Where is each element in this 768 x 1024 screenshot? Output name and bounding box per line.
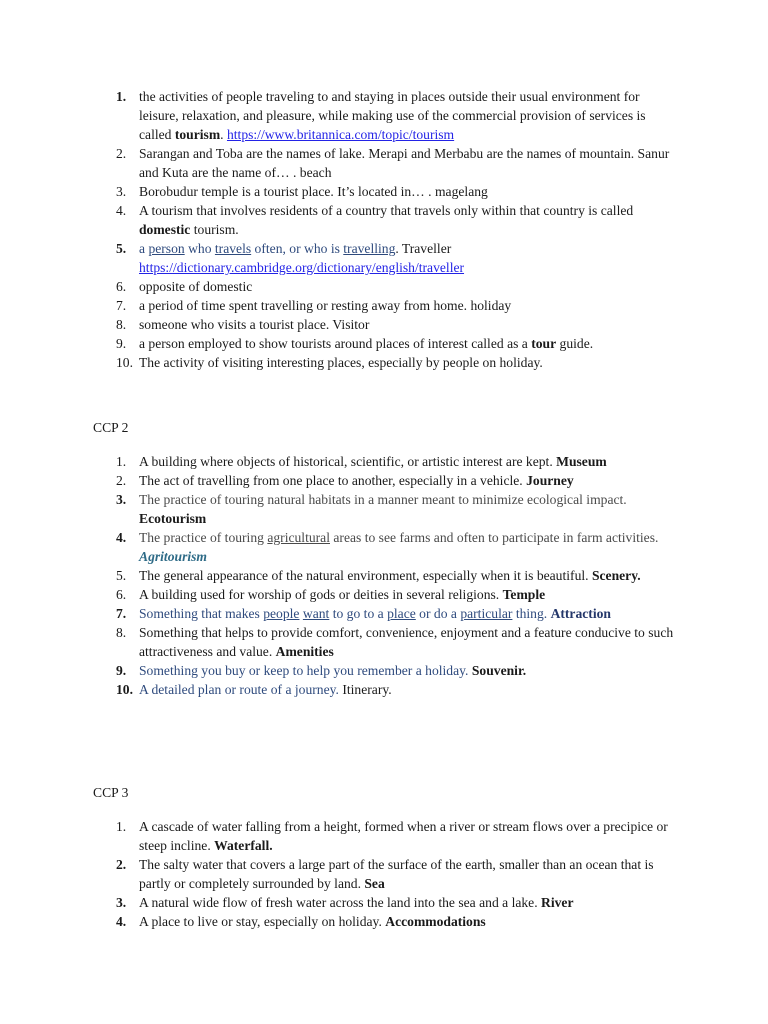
list-item — [0, 315, 768, 334]
item-text — [139, 144, 680, 182]
item-number: 5. — [116, 568, 127, 583]
answer-text: Souvenir. — [471, 663, 527, 678]
item-number: 5. — [116, 241, 127, 256]
answer-text: Waterfall. — [214, 838, 273, 853]
item-number: 3. — [116, 184, 127, 199]
item-text — [139, 490, 680, 528]
text-span: someone who visits a tourist place. Visitor — [139, 317, 370, 332]
item-number: 1. — [116, 819, 127, 834]
item-text — [139, 334, 680, 353]
reference-link[interactable]: https://www.britannica.com/topic/tourism — [226, 127, 455, 142]
text-span: . — [220, 127, 227, 142]
text-span: The practice of touring natural habitats in a manner meant to minimize ecological impact. — [139, 492, 627, 507]
list-item — [0, 912, 768, 931]
text-span: want — [302, 606, 330, 621]
text-span: people — [263, 606, 300, 621]
list-item — [0, 239, 768, 277]
item-text — [139, 452, 680, 471]
item-number: 1. — [116, 454, 127, 469]
item-text — [139, 353, 680, 372]
list-item — [0, 680, 768, 699]
text-span: The practice of touring — [139, 530, 268, 545]
answer-text: Amenities — [275, 644, 334, 659]
answer-text: Temple — [502, 587, 546, 602]
answer-text: tourism — [174, 127, 221, 142]
list-item — [0, 296, 768, 315]
text-span: Something that helps to provide comfort, convenience, enjoyment and a feature conducive to such attractiveness and value. — [139, 625, 674, 659]
text-span: a period of time spent travelling or resting away from home. holiday — [139, 298, 512, 313]
item-number: 10. — [116, 355, 133, 370]
list-item — [0, 334, 768, 353]
item-number: 3. — [116, 492, 127, 507]
text-span: The general appearance of the natural environment, especially when it is beautiful. — [139, 568, 592, 583]
list-item — [0, 604, 768, 623]
text-span: . Traveller — [395, 241, 452, 256]
answer-text: Scenery. — [591, 568, 641, 583]
list-item — [0, 893, 768, 912]
text-span: or do a — [415, 606, 461, 621]
item-text — [139, 239, 680, 277]
list-item — [0, 528, 768, 566]
item-number: 1. — [116, 89, 127, 104]
list-item — [0, 661, 768, 680]
item-number: 7. — [116, 606, 127, 621]
list-item — [0, 490, 768, 528]
list-item — [0, 277, 768, 296]
item-number: 8. — [116, 625, 127, 640]
item-text — [139, 528, 680, 566]
list-item — [0, 566, 768, 585]
text-span: a person employed to show tourists around places of interest called as a — [139, 336, 532, 351]
question-list-ccp3 — [0, 817, 768, 931]
text-span: the activities of people traveling to and staying in places outside their usual environment for leisure, relaxation, and pleasure, while making use of the commercial provision of services is called — [139, 89, 646, 142]
text-span: a — [139, 241, 149, 256]
answer-text: River — [541, 895, 574, 910]
text-span: person — [148, 241, 185, 256]
answer-text: tour — [531, 336, 557, 351]
list-item — [0, 201, 768, 239]
question-list-ccp1 — [0, 87, 768, 372]
text-span: The salty water that covers a large part of the surface of the earth, smaller than an ocean that is partly or completely surrounded by land. — [139, 857, 654, 891]
answer-text: Museum — [556, 454, 607, 469]
item-number: 2. — [116, 857, 127, 872]
item-number: 6. — [116, 279, 127, 294]
text-span: The activity of visiting interesting places, especially by people on holiday. — [139, 355, 543, 370]
text-span: thing. — [512, 606, 551, 621]
text-span: A building used for worship of gods or deities in several religions. — [139, 587, 503, 602]
answer-text: Journey — [526, 473, 574, 488]
item-text — [139, 277, 680, 296]
section-heading-ccp2: CCP 2 — [93, 420, 129, 435]
text-span: guide. — [556, 336, 594, 351]
item-text — [139, 201, 680, 239]
list-item — [0, 144, 768, 182]
text-span: Itinerary. — [342, 682, 392, 697]
item-text — [139, 661, 680, 680]
list-item — [0, 855, 768, 893]
item-number: 2. — [116, 473, 127, 488]
text-span: Sarangan and Toba are the names of lake. Merapi and Merbabu are the names of mountain. Sanur and Kuta are the name of… . beach — [139, 146, 670, 180]
answer-text: Attraction — [550, 606, 611, 621]
item-text — [139, 855, 680, 893]
item-text — [139, 604, 680, 623]
text-span: to go to a — [329, 606, 388, 621]
item-number: 10. — [116, 682, 133, 697]
item-text — [139, 893, 680, 912]
list-item — [0, 585, 768, 604]
text-span: tourism. — [190, 222, 239, 237]
text-span: The act of travelling from one place to another, especially in a vehicle. — [139, 473, 527, 488]
text-span: opposite of domestic — [139, 279, 253, 294]
text-span: Something that makes — [139, 606, 264, 621]
list-item — [0, 471, 768, 490]
item-text — [139, 296, 680, 315]
text-span: travels — [214, 241, 252, 256]
text-span: travelling — [343, 241, 396, 256]
item-text — [139, 585, 680, 604]
text-span: agricultural — [267, 530, 330, 545]
item-text — [139, 566, 680, 585]
item-number: 2. — [116, 146, 127, 161]
answer-text: Agritourism — [139, 549, 207, 564]
text-span: who — [184, 241, 215, 256]
item-text — [139, 912, 680, 931]
text-span: A tourism that involves residents of a country that travels only within that country is called — [139, 203, 634, 218]
text-span: A place to live or stay, especially on holiday. — [139, 914, 386, 929]
list-item — [0, 623, 768, 661]
item-text — [139, 623, 680, 661]
item-number: 8. — [116, 317, 127, 332]
text-span: often, or who is — [251, 241, 344, 256]
list-item — [0, 452, 768, 471]
item-text — [139, 87, 680, 144]
text-span: place — [387, 606, 416, 621]
text-span: A building where objects of historical, scientific, or artistic interest are kept. — [139, 454, 557, 469]
section-heading-ccp3: CCP 3 — [93, 785, 129, 800]
list-item — [0, 353, 768, 372]
text-span: A detailed plan or route of a journey. — [139, 682, 343, 697]
text-span: areas to see farms and often to participate in farm activities. — [330, 530, 659, 545]
item-number: 4. — [116, 530, 127, 545]
text-span: Borobudur temple is a tourist place. It’s located in… . magelang — [139, 184, 488, 199]
item-number: 9. — [116, 336, 127, 351]
item-text — [139, 471, 680, 490]
item-number: 9. — [116, 663, 127, 678]
item-number: 4. — [116, 203, 127, 218]
item-number: 7. — [116, 298, 127, 313]
text-span: Something you buy or keep to help you remember a holiday. — [139, 663, 472, 678]
text-span: A cascade of water falling from a height, formed when a river or stream flows over a precipice or steep incline. — [139, 819, 668, 853]
text-span: A natural wide flow of fresh water across the land into the sea and a lake. — [139, 895, 542, 910]
item-text — [139, 315, 680, 334]
list-item — [0, 87, 768, 144]
list-item — [0, 817, 768, 855]
question-list-ccp2 — [0, 452, 768, 699]
item-text — [139, 680, 680, 699]
reference-link[interactable]: https://dictionary.cambridge.org/dictionary/english/traveller — [139, 260, 465, 275]
item-number: 4. — [116, 914, 127, 929]
item-text — [139, 817, 680, 855]
item-number: 6. — [116, 587, 127, 602]
answer-text: domestic — [139, 222, 191, 237]
list-item — [0, 182, 768, 201]
text-span: particular — [460, 606, 513, 621]
item-text — [139, 182, 680, 201]
item-number: 3. — [116, 895, 127, 910]
answer-text: Accommodations — [385, 914, 486, 929]
answer-text: Sea — [364, 876, 385, 891]
answer-text: Ecotourism — [139, 511, 207, 526]
